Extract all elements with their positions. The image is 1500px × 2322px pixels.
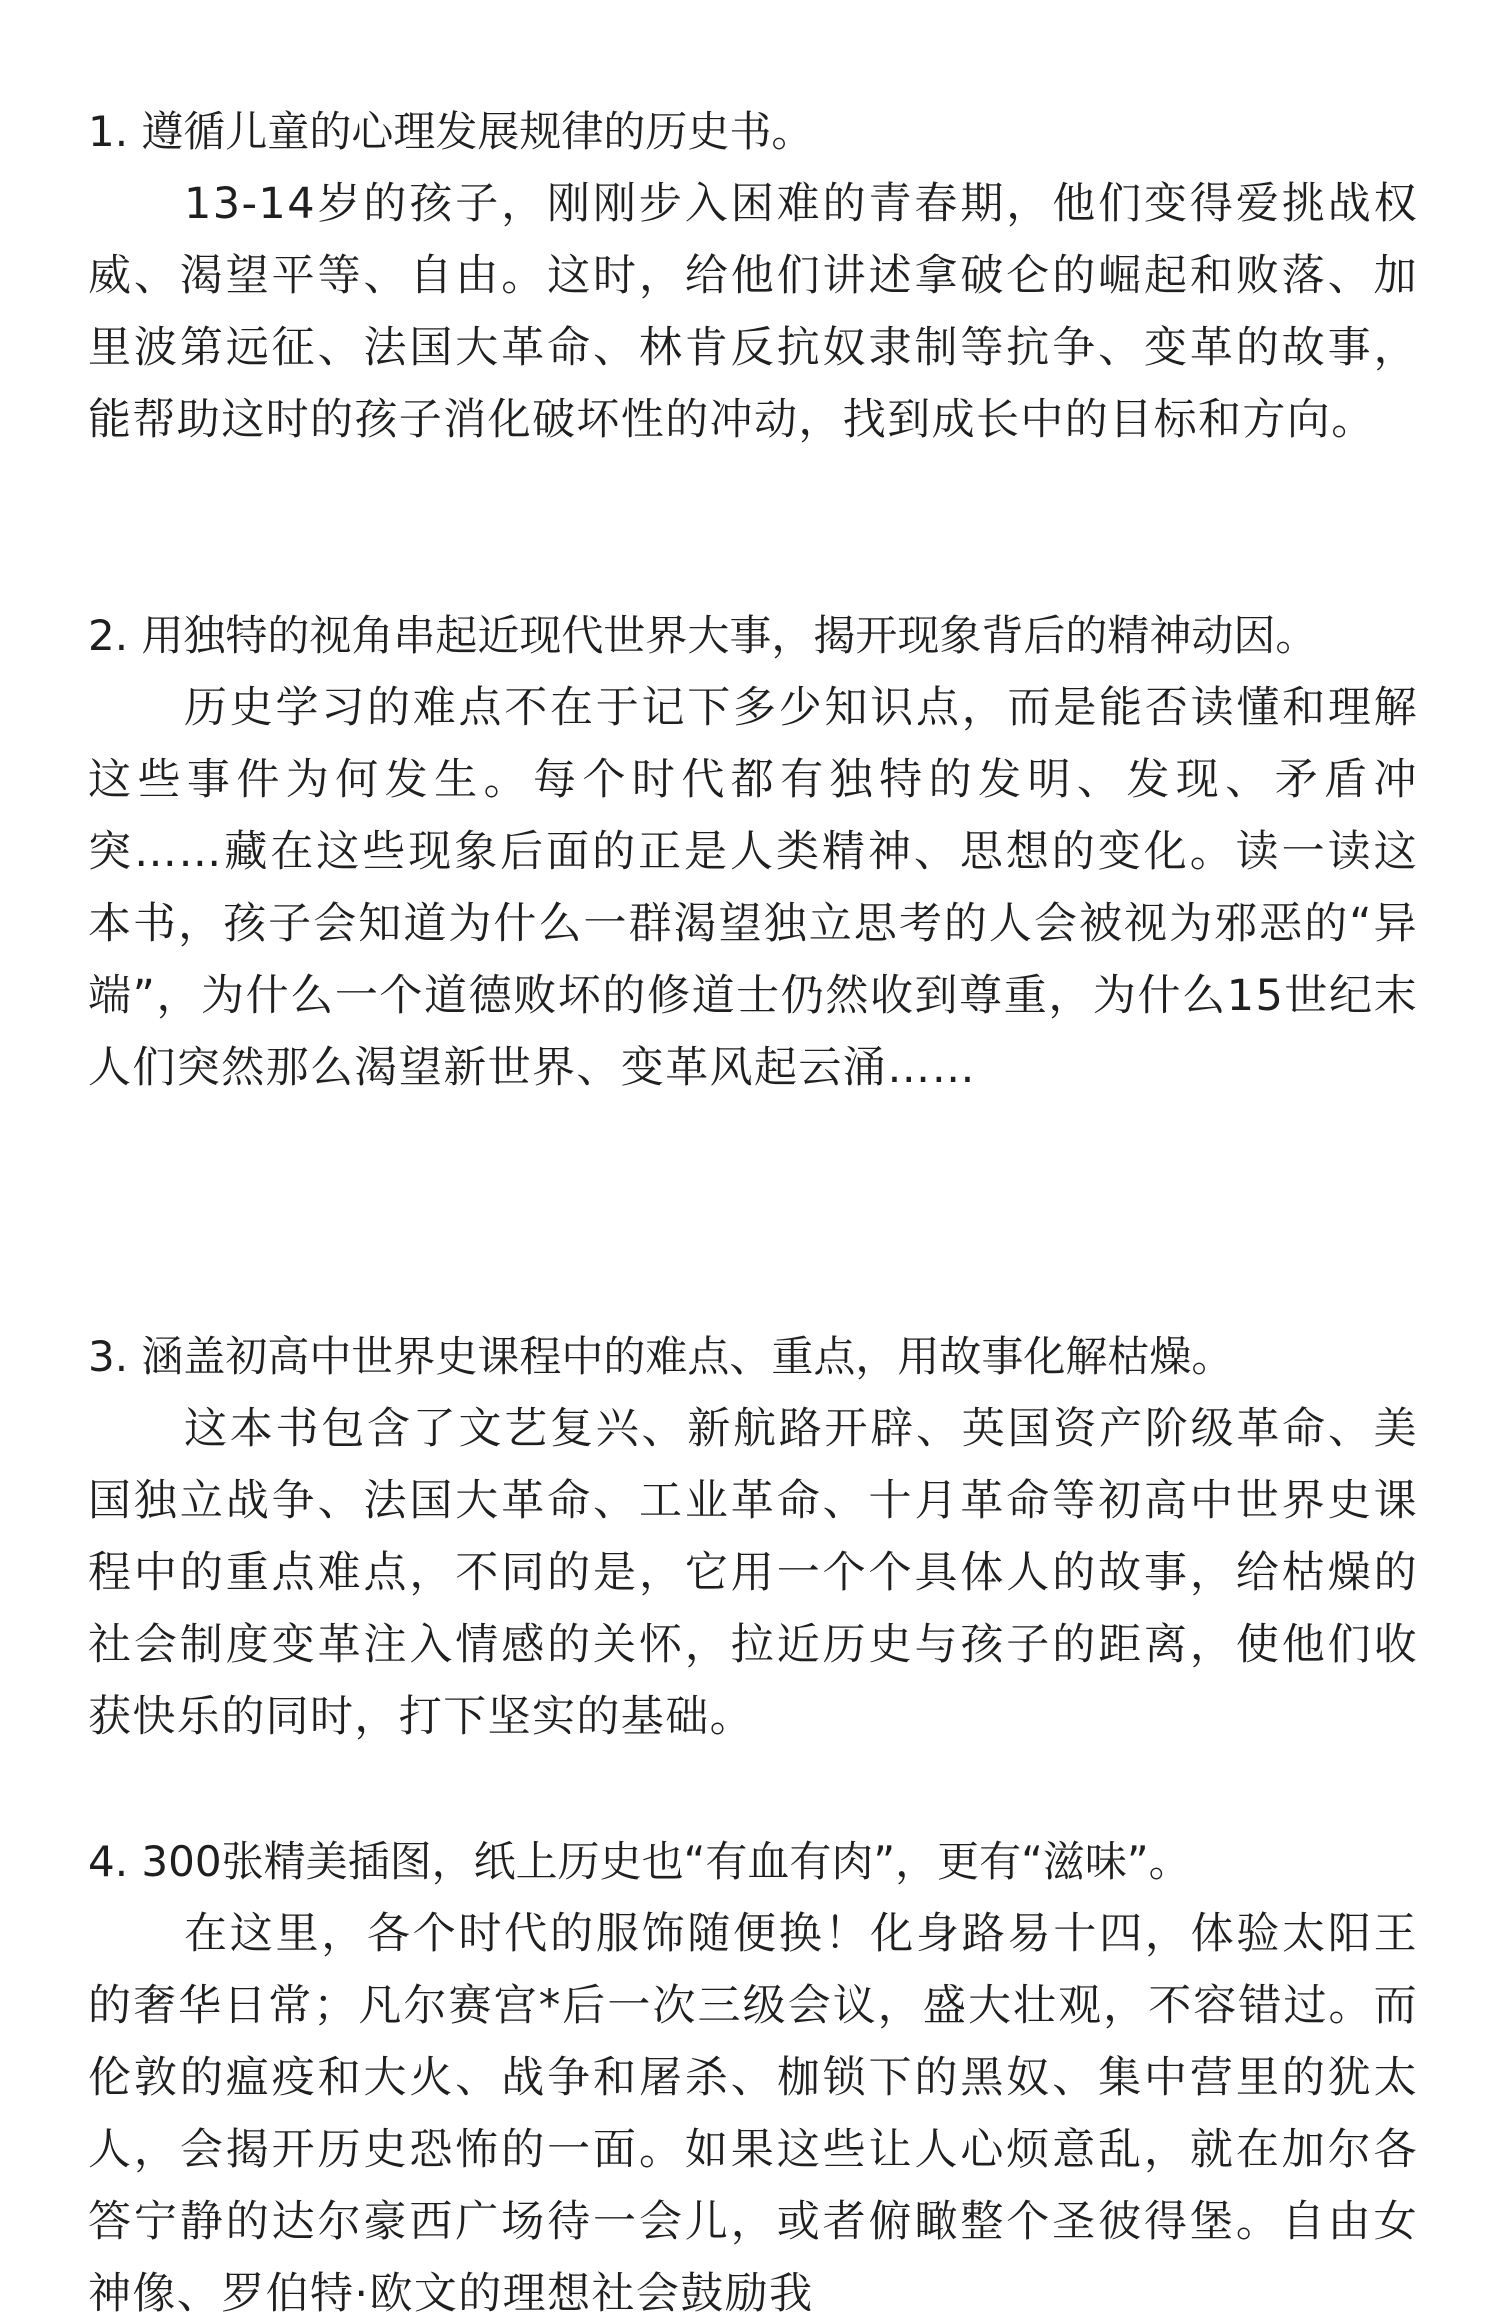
section-3: [88, 1321, 1418, 1753]
section-heading: 3. 涵盖初高中世界史课程中的难点、重点，用故事化解枯燥。: [88, 1332, 1234, 1381]
section-1: [88, 96, 1418, 456]
section-4: [88, 1826, 1418, 2322]
section-heading: 2. 用独特的视角串起近现代世界大事，揭开现象背后的精神动因。: [88, 611, 1318, 660]
section-paragraph: 13-14岁的孩子，刚刚步入困难的青春期，他们变得爱挑战权威、渴望平等、自由。这时，给他们讲述拿破仑的崛起和败落、加里波第远征、法国大革命、林肯反抗奴隶制等抗争、变革的故事，能帮助这时的孩子消化破坏性的冲动，找到成长中的目标和方向。: [88, 179, 1418, 445]
section-paragraph: 历史学习的难点不在于记下多少知识点，而是能否读懂和理解这些事件为何发生。每个时代都有独特的发明、发现、矛盾冲突……藏在这些现象后面的正是人类精神、思想的变化。读一读这本书，孩子会知道为什么一群渴望独立思考的人会被视为邪恶的“异端”，为什么一个道德败坏的修道士仍然收到尊重，为什么15世纪末人们突然那么渴望新世界、变革风起云涌……: [88, 683, 1418, 1093]
section-paragraph: 这本书包含了文艺复兴、新航路开辟、英国资产阶级革命、美国独立战争、法国大革命、工业革命、十月革命等初高中世界史课程中的重点难点，不同的是，它用一个个具体人的故事，给枯燥的社会制度变革注入情感的关怀，拉近历史与孩子的距离，使他们收获快乐的同时，打下坚实的基础。: [88, 1404, 1418, 1742]
section-heading: 4. 300张精美插图，纸上历史也“有血有肉”，更有“滋味”。: [88, 1837, 1191, 1886]
section-heading: 1. 遵循儿童的心理发展规律的历史书。: [88, 107, 814, 156]
section-2: [88, 600, 1418, 1104]
section-paragraph: 在这里，各个时代的服饰随便换！化身路易十四，体验太阳王的奢华日常；凡尔赛宫*后一次三级会议，盛大壮观，不容错过。而伦敦的瘟疫和大火、战争和屠杀、枷锁下的黑奴、集中营里的犹太人，会揭开历史恐怖的一面。如果这些让人心烦意乱，就在加尔各答宁静的达尔豪西广场待一会儿，或者俯瞰整个圣彼得堡。自由女神像、罗伯特·欧文的理想社会鼓励我: [88, 1909, 1418, 2319]
